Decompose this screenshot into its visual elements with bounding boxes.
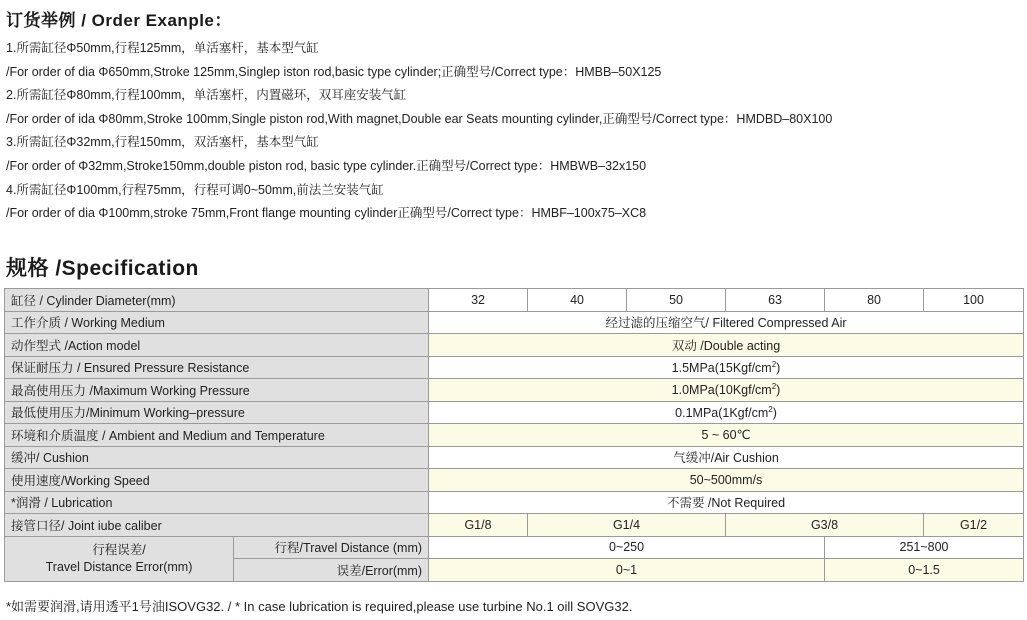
- action-model-label: 动作型式 /Action model: [5, 334, 429, 357]
- diameter-cell: 40: [528, 289, 627, 312]
- order-example-line: /For order of dia Φ650mm,Stroke 125mm,Singlep iston rod,basic type cylinder;正确型号/Correct type：HMBB–50X125: [6, 64, 662, 79]
- working-medium-label: 工作介质 / Working Medium: [5, 311, 429, 334]
- diameter-cell: 50: [627, 289, 726, 312]
- table-row: [5, 379, 1024, 402]
- order-example-title: 订货举例 / Order Exanple：: [6, 11, 232, 30]
- min-pressure-label: 最低使用压力/Minimum Working–pressure: [5, 401, 429, 424]
- lubrication-label: *润滑 / Lubrication: [5, 491, 429, 514]
- max-pressure-value: $1.0MPa(10Kgf/cm^2)$: [429, 379, 1024, 402]
- diameter-cell: 63: [726, 289, 825, 312]
- working-speed-label: 使用速度/Working Speed: [5, 469, 429, 492]
- travel-distance-value: 251~800: [825, 536, 1024, 559]
- lubrication-footnote: *如需要润滑,请用透平1号油ISOVG32. / * In case lubrication is required,please use turbine No.1 oill SOVG32.: [6, 599, 633, 614]
- diameter-cell: 32: [429, 289, 528, 312]
- table-row: [5, 289, 1024, 312]
- table-row: [5, 334, 1024, 357]
- ensured-pressure-value: $1.5MPa(15Kgf/cm^2)$: [429, 356, 1024, 379]
- joint-caliber-value: G1/2: [924, 514, 1024, 537]
- order-example-line: 3.所需缸径Φ32mm,行程150mm，双活塞杆，基本型气缸: [6, 135, 319, 150]
- temperature-value: 5 ~ 60℃: [429, 424, 1024, 447]
- error-value: 0~1.5: [825, 559, 1024, 582]
- order-example-line: 2.所需缸径Φ80mm,行程100mm，单活塞杆，内置磁环，双耳座安装气缸: [6, 88, 407, 103]
- diameter-cell: 80: [825, 289, 924, 312]
- order-example-list: [6, 37, 1021, 226]
- table-row: [5, 311, 1024, 334]
- ensured-pressure-label: 保证耐压力 / Ensured Pressure Resistance: [5, 356, 429, 379]
- joint-caliber-value: G3/8: [726, 514, 924, 537]
- travel-distance-label: 行程/Travel Distance (mm): [234, 536, 429, 559]
- order-example-line: /For order of Φ32mm,Stroke150mm,double piston rod, basic type cylinder.正确型号/Correct type：HMBWB–32x150: [6, 158, 647, 173]
- error-label: 误差/Error(mm): [234, 559, 429, 582]
- cylinder-diameter-label: 缸径 / Cylinder Diameter(mm): [5, 289, 429, 312]
- diameter-cell: 100: [924, 289, 1024, 312]
- specification-table: [4, 288, 1024, 582]
- min-pressure-value: $0.1MPa(1Kgf/cm^2)$: [429, 401, 1024, 424]
- temperature-label: 环境和介质温度 / Ambient and Medium and Temperature: [5, 424, 429, 447]
- lubrication-value: 不需要 /Not Required: [429, 491, 1024, 514]
- order-example-line: 1.所需缸径Φ50mm,行程125mm，单活塞杆，基本型气缸: [6, 41, 319, 55]
- joint-caliber-value: G1/4: [528, 514, 726, 537]
- travel-distance-value: 0~250: [429, 536, 825, 559]
- specification-title: 规格 /Specification: [6, 257, 199, 280]
- table-row: [5, 536, 1024, 559]
- order-example-line: /For order of dia Φ100mm,stroke 75mm,Front flange mounting cylinder正确型号/Correct type：HMBF–100x75–XC8: [6, 206, 647, 221]
- action-model-value: 双动 /Double acting: [429, 334, 1024, 357]
- joint-caliber-label: 接管口径/ Joint iube caliber: [5, 514, 429, 537]
- cushion-value: 气缓冲/Air Cushion: [429, 446, 1024, 469]
- table-row: [5, 491, 1024, 514]
- error-value: 0~1: [429, 559, 825, 582]
- order-example-line: 4.所需缸径Φ100mm,行程75mm，行程可调0~50mm,前法兰安装气缸: [6, 182, 384, 197]
- cushion-label: 缓冲/ Cushion: [5, 446, 429, 469]
- table-row: [5, 401, 1024, 424]
- travel-error-label: 行程误差/ Travel Distance Error(mm): [5, 536, 234, 581]
- table-row: [5, 469, 1024, 492]
- working-medium-value: 经过滤的压缩空气/ Filtered Compressed Air: [429, 311, 1024, 334]
- joint-caliber-value: G1/8: [429, 514, 528, 537]
- table-row: [5, 446, 1024, 469]
- table-row: [5, 356, 1024, 379]
- table-row: [5, 514, 1024, 537]
- order-example-line: /For order of ida Φ80mm,Stroke 100mm,Single piston rod,With magnet,Double ear Seats mounting cylinder,正确型号/Correct type：HMDBD–80X100: [6, 111, 833, 126]
- max-pressure-label: 最高使用压力 /Maximum Working Pressure: [5, 379, 429, 402]
- table-row: [5, 424, 1024, 447]
- working-speed-value: 50~500mm/s: [429, 469, 1024, 492]
